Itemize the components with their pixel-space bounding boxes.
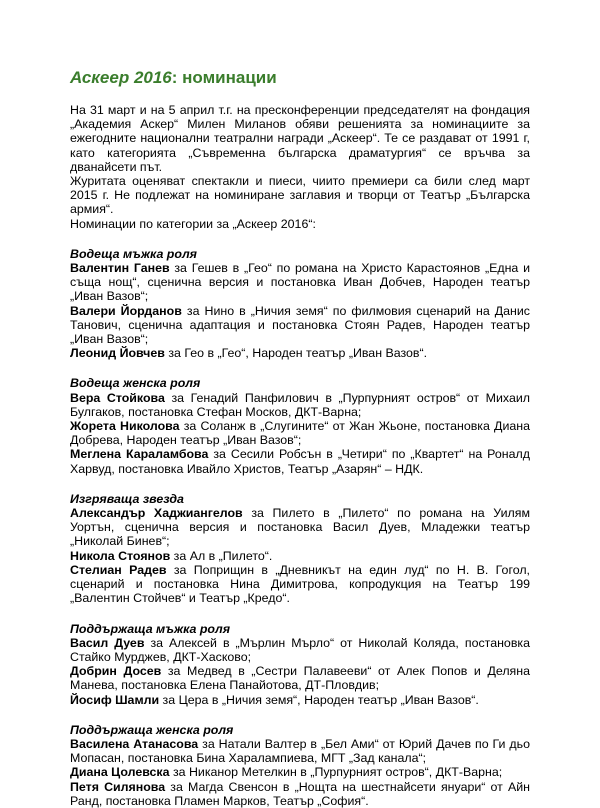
category-section bbox=[70, 247, 530, 361]
nominee-entry bbox=[70, 419, 530, 447]
nominee-name: Йосиф Шамли bbox=[70, 692, 160, 707]
nominee-description: за Цера в „Ничия земя“, Народен театър „Иван Вазов“. bbox=[159, 692, 479, 707]
category-title: Водеща женска роля bbox=[70, 376, 201, 391]
nominee-description: за Гешев в „Гео“ по романа на Христо Карастоянов „Една и съща нощ“, сценична версия и постановка Иван Добчев, Народен театър „Иван Вазов“; bbox=[70, 261, 530, 304]
nominee-name: Василена Атанасова bbox=[70, 736, 199, 751]
category-section bbox=[70, 492, 530, 606]
nominee-description: за Ал в „Пилето“. bbox=[170, 548, 273, 563]
nominee-entry bbox=[70, 549, 530, 563]
title-rest: : номинации bbox=[171, 68, 277, 87]
nominee-entry bbox=[70, 391, 530, 419]
nominee-description: за Натали Валтер в „Бел Ами“ от Юрий Дачев по Ги дьо Мопасан, постановка Бина Харалампиева, МГТ „Зад канала“; bbox=[70, 736, 530, 766]
page-title bbox=[70, 68, 530, 88]
document-page bbox=[70, 68, 530, 808]
nominee-name: Никола Стоянов bbox=[70, 548, 171, 563]
category-title: Поддържаща мъжка роля bbox=[70, 621, 231, 636]
nominee-description: за Алексей в „Мърлин Мърло“ от Николай Коляда, постановка Стайко Мурджев, ДКТ-Хасково; bbox=[70, 635, 530, 664]
intro-paragraph: Журитата оценяват спектакли и пиеси, чиито премиери са били след март 2015 г. Не подлежат на номиниране заглавия и творци от Театър „Българска армия“. bbox=[70, 174, 530, 217]
nominee-description: за Сесили Робсън в „Четири“ по „Квартет“ на Роналд Харвуд, постановка Ивайло Христов, Театър „Азарян“ – НДК. bbox=[70, 447, 530, 476]
category-title: Поддържаща женска роля bbox=[70, 722, 234, 737]
nominee-entry bbox=[70, 636, 530, 664]
nominee-description: за Гео в „Гео“, Народен театър „Иван Вазов“. bbox=[164, 346, 428, 361]
nominee-entry bbox=[70, 737, 530, 765]
nominee-entry bbox=[70, 765, 530, 779]
nominee-entry bbox=[70, 506, 530, 549]
nominee-name: Леонид Йовчев bbox=[70, 346, 165, 361]
category-title: Изгряваща звезда bbox=[70, 491, 184, 506]
nominee-description: за Соланж в „Слугините“ от Жан Жьоне, постановка Диана Добрева, Народен театър „Иван Вазов“; bbox=[70, 419, 530, 448]
nominee-name: Диана Цолевска bbox=[70, 765, 170, 780]
nominee-description: за Магда Свенсон в „Нощта на шестнайсети януари“ от Айн Ранд, постановка Пламен Марков, Театър „София“. bbox=[70, 779, 530, 808]
nominee-name: Васил Дуев bbox=[70, 635, 145, 650]
nominee-name: Александър Хаджиангелов bbox=[70, 506, 243, 521]
nominee-name: Жорета Николова bbox=[70, 419, 180, 434]
category-section bbox=[70, 376, 530, 475]
nominee-entry bbox=[70, 780, 530, 808]
nominee-description: за Нино в „Ничия земя“ по филмовия сценарий на Данис Танович, сценична адаптация и постановка Стоян Радев, Народен театър „Иван Вазов“; bbox=[70, 303, 531, 347]
nominee-entry bbox=[70, 664, 530, 692]
category-title: Водеща мъжка роля bbox=[70, 246, 197, 261]
nominee-name: Вера Стойкова bbox=[70, 390, 165, 405]
nominee-name: Валери Йорданов bbox=[70, 303, 182, 318]
nominee-description: за Медвед в „Сестри Палавееви“ от Алек Попов и Деляна Манева, постановка Елена Панайотова, ДТ-Пловдив; bbox=[70, 664, 530, 693]
intro-paragraph: Номинации по категории за „Аскеер 2016“: bbox=[70, 216, 316, 231]
nominee-description: за Поприщин в „Дневникът на един луд“ по Н. В. Гогол, сценарий и постановка Нина Димитрова, копродукция на Театър 199 „Валентин Стойчев“ и Театър „Кредо“. bbox=[70, 562, 530, 606]
title-main: Аскеер 2016 bbox=[70, 68, 172, 87]
intro-paragraph: На 31 март и на 5 април т.г. на пресконференции председателят на фондация „Академия Аскер“ Милен Миланов обяви решенията за номинациите за ежегодните национални театрални награди „Аскеер“. Те се раздават от 1991 г, като категорията „Съвременна българска драматургия“ се връчва за дванайсети път. bbox=[70, 103, 530, 174]
nominee-description: за Генадий Панфилович в „Пурпурният остров“ от Михаил Булгаков, постановка Стефан Москов, ДКТ-Варна; bbox=[70, 390, 531, 419]
categories-list bbox=[70, 247, 530, 808]
nominee-name: Стелиан Радев bbox=[70, 562, 167, 577]
nominee-entry bbox=[70, 563, 530, 606]
nominee-entry bbox=[70, 447, 530, 475]
category-section bbox=[70, 723, 530, 808]
nominee-entry bbox=[70, 693, 530, 707]
category-section bbox=[70, 622, 530, 707]
nominee-description: за Никанор Метелкин в „Пурпурният остров“, ДКТ-Варна; bbox=[169, 765, 503, 780]
nominee-entry bbox=[70, 261, 530, 304]
nominee-name: Валентин Ганев bbox=[70, 261, 170, 276]
nominee-name: Петя Силянова bbox=[70, 779, 166, 794]
nominee-entry bbox=[70, 346, 530, 360]
intro-section bbox=[70, 103, 530, 231]
nominee-entry bbox=[70, 304, 530, 347]
nominee-name: Добрин Досев bbox=[70, 664, 162, 679]
nominee-description: за Пилето в „Пилето“ по романа на Уилям Уортън, сценична версия и постановка Васил Дуев, Младежки театър „Николай Бинев“; bbox=[70, 506, 531, 549]
nominee-name: Меглена Караламбова bbox=[70, 447, 209, 462]
